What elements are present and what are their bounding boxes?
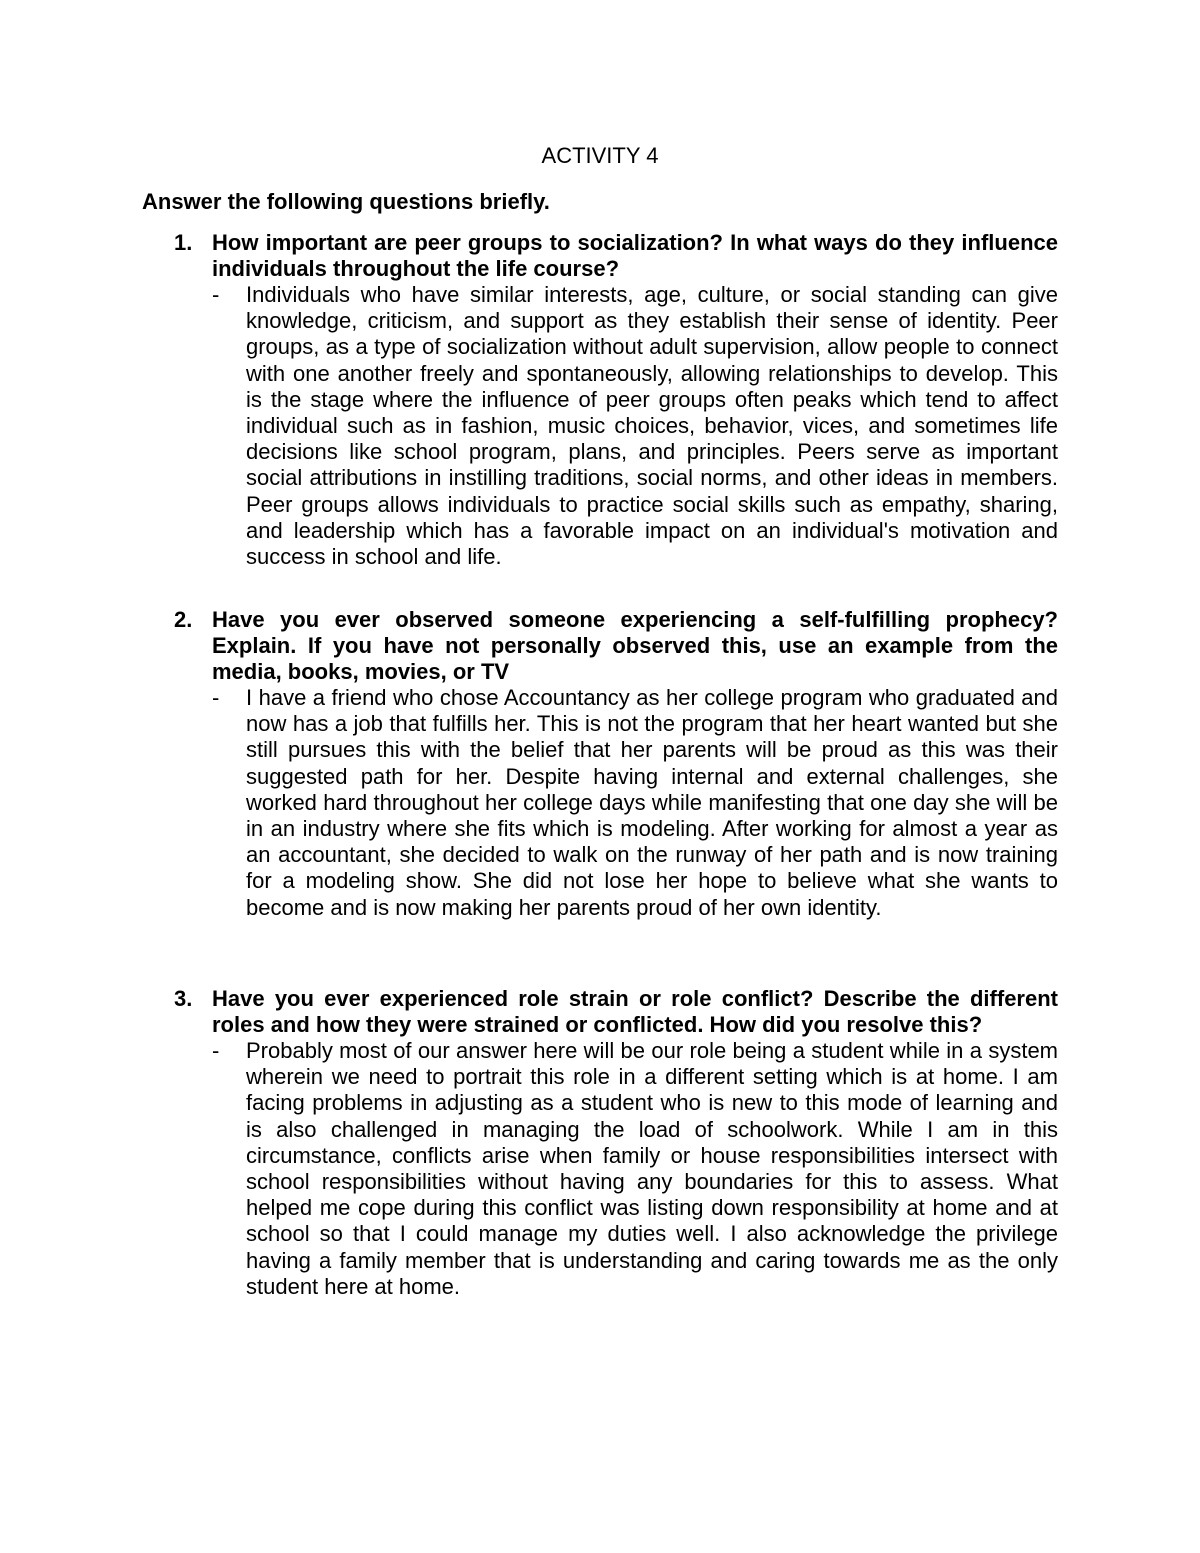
question-text: Have you ever experienced role strain or role conflict? Describe the different roles and how they were strained or conflicted. How did you resolve this? — [212, 986, 1058, 1037]
question-number: 2. — [174, 607, 193, 632]
question-number: 1. — [174, 230, 193, 255]
answer-item — [212, 282, 1058, 570]
question-item — [142, 986, 1058, 1300]
question-number: 3. — [174, 986, 193, 1011]
answer-item — [212, 1038, 1058, 1300]
answer-bullet: - — [212, 1038, 220, 1063]
answer-text: I have a friend who chose Accountancy as her college program who graduated and now has a job that fulfills her. This is not the program that her heart wanted but she still pursues this with the belief that her parents will be proud as this was their suggested path for her. Despite having internal and external challenges, she worked hard throughout her college days while manifesting that one day she will be in an industry where she fits which is modeling. After working for almost a year as an accountant, she decided to walk on the runway of her path and is now training for a modeling show. She did not lose her hope to believe what she wants to become and is now making her parents proud of her own identity. — [246, 685, 1058, 920]
instructions: Answer the following questions briefly. — [142, 189, 550, 214]
answer-bullet: - — [212, 282, 220, 307]
question-text: Have you ever observed someone experiencing a self-fulfilling prophecy? Explain. If you have not personally observed this, use an example from the media, books, movies, or TV — [212, 607, 1058, 684]
question-text: How important are peer groups to socialization? In what ways do they influence individuals throughout the life course? — [212, 230, 1058, 281]
answer-text: Probably most of our answer here will be our role being a student while in a system wherein we need to portrait this role in a different setting which is at home. I am facing problems in adjusting as a student who is new to this mode of learning and is also challenged in managing the load of schoolwork. While I am in this circumstance, conflicts arise when family or house responsibilities intersect with school responsibilities without having any boundaries for this to assess. What helped me cope during this conflict was listing down responsibility at home and at school so that I could manage my duties well. I also acknowledge the privilege having a family member that is understanding and caring towards me as the only student here at home. — [246, 1038, 1058, 1299]
question-item — [142, 230, 1058, 570]
answer-bullet: - — [212, 685, 220, 710]
page-title: ACTIVITY 4 — [541, 143, 659, 168]
question-item — [142, 607, 1058, 921]
answer-text: Individuals who have similar interests, age, culture, or social standing can give knowledge, criticism, and support as they establish their sense of identity. Peer groups, as a type of socialization without adult supervision, allow people to connect with one another freely and spontaneously, allowing relationships to develop. This is the stage where the influence of peer groups often peaks which tend to affect individual such as in fashion, music choices, behavior, vices, and sometimes life decisions like school program, plans, and principles. Peers serve as important social attributions in instilling traditions, social norms, and other ideas in members. Peer groups allows individuals to practice social skills such as empathy, sharing, and leadership which has a favorable impact on an individual's motivation and success in school and life. — [246, 282, 1058, 570]
answer-item — [212, 685, 1058, 921]
